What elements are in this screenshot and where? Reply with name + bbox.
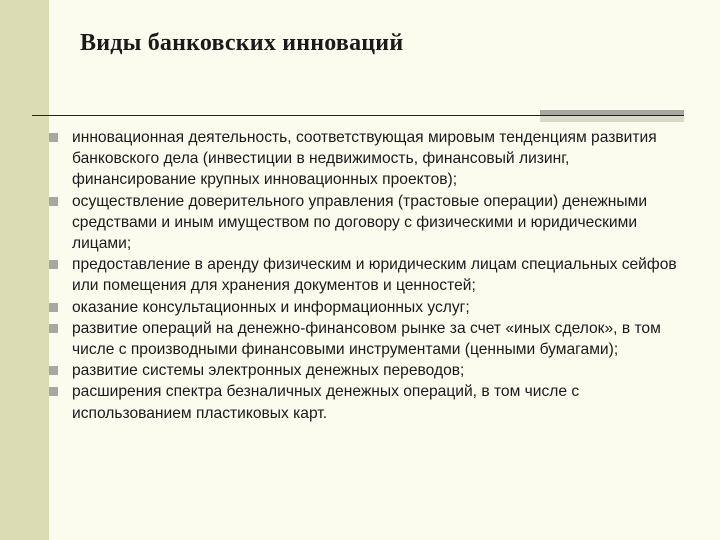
bullet-item <box>48 381 688 423</box>
bullet-list <box>48 127 688 424</box>
title-accent-bar-dark <box>540 110 684 115</box>
bullet-item <box>48 360 688 381</box>
square-bullet-icon <box>49 366 58 375</box>
bullet-item <box>48 254 688 296</box>
bullet-text: расширения спектра безналичных денежных операций, в том числе с использованием пластиковых карт. <box>72 383 580 422</box>
bullet-text: инновационная деятельность, соответствующая мировым тенденциям развития банковского дела (инвестиции в недвижимость, финансовый лизинг, финансирование крупных инновационных проектов); <box>72 129 657 189</box>
bullet-item <box>48 127 688 191</box>
bullet-item <box>48 191 688 255</box>
bullet-text: развитие системы электронных денежных переводов; <box>72 362 465 380</box>
bullet-text: оказание консультационных и информационных услуг; <box>72 298 470 316</box>
bullet-text: развитие операций на денежно-финансовом рынке за счет «иных сделок», в том числе с производными финансовыми инструментами (ценными бумагами); <box>72 319 661 359</box>
bullet-item <box>48 318 688 360</box>
bullet-item <box>48 297 688 318</box>
square-bullet-icon <box>49 260 58 269</box>
title-accent-bar-light <box>540 116 684 122</box>
square-bullet-icon <box>49 324 58 333</box>
side-band <box>0 0 49 540</box>
square-bullet-icon <box>49 387 58 396</box>
bullet-text: осуществление доверительного управления (трастовые операции) денежными средствами и иным имуществом по договору с физическими и юридическими лицами; <box>72 192 648 253</box>
square-bullet-icon <box>49 133 58 142</box>
square-bullet-icon <box>49 197 58 206</box>
square-bullet-icon <box>49 303 58 312</box>
slide-title: Виды банковских инноваций <box>80 30 404 56</box>
bullet-text: предоставление в аренду физическим и юридическим лицам специальных сейфов или помещения для хранения документов и ценностей; <box>72 256 677 295</box>
